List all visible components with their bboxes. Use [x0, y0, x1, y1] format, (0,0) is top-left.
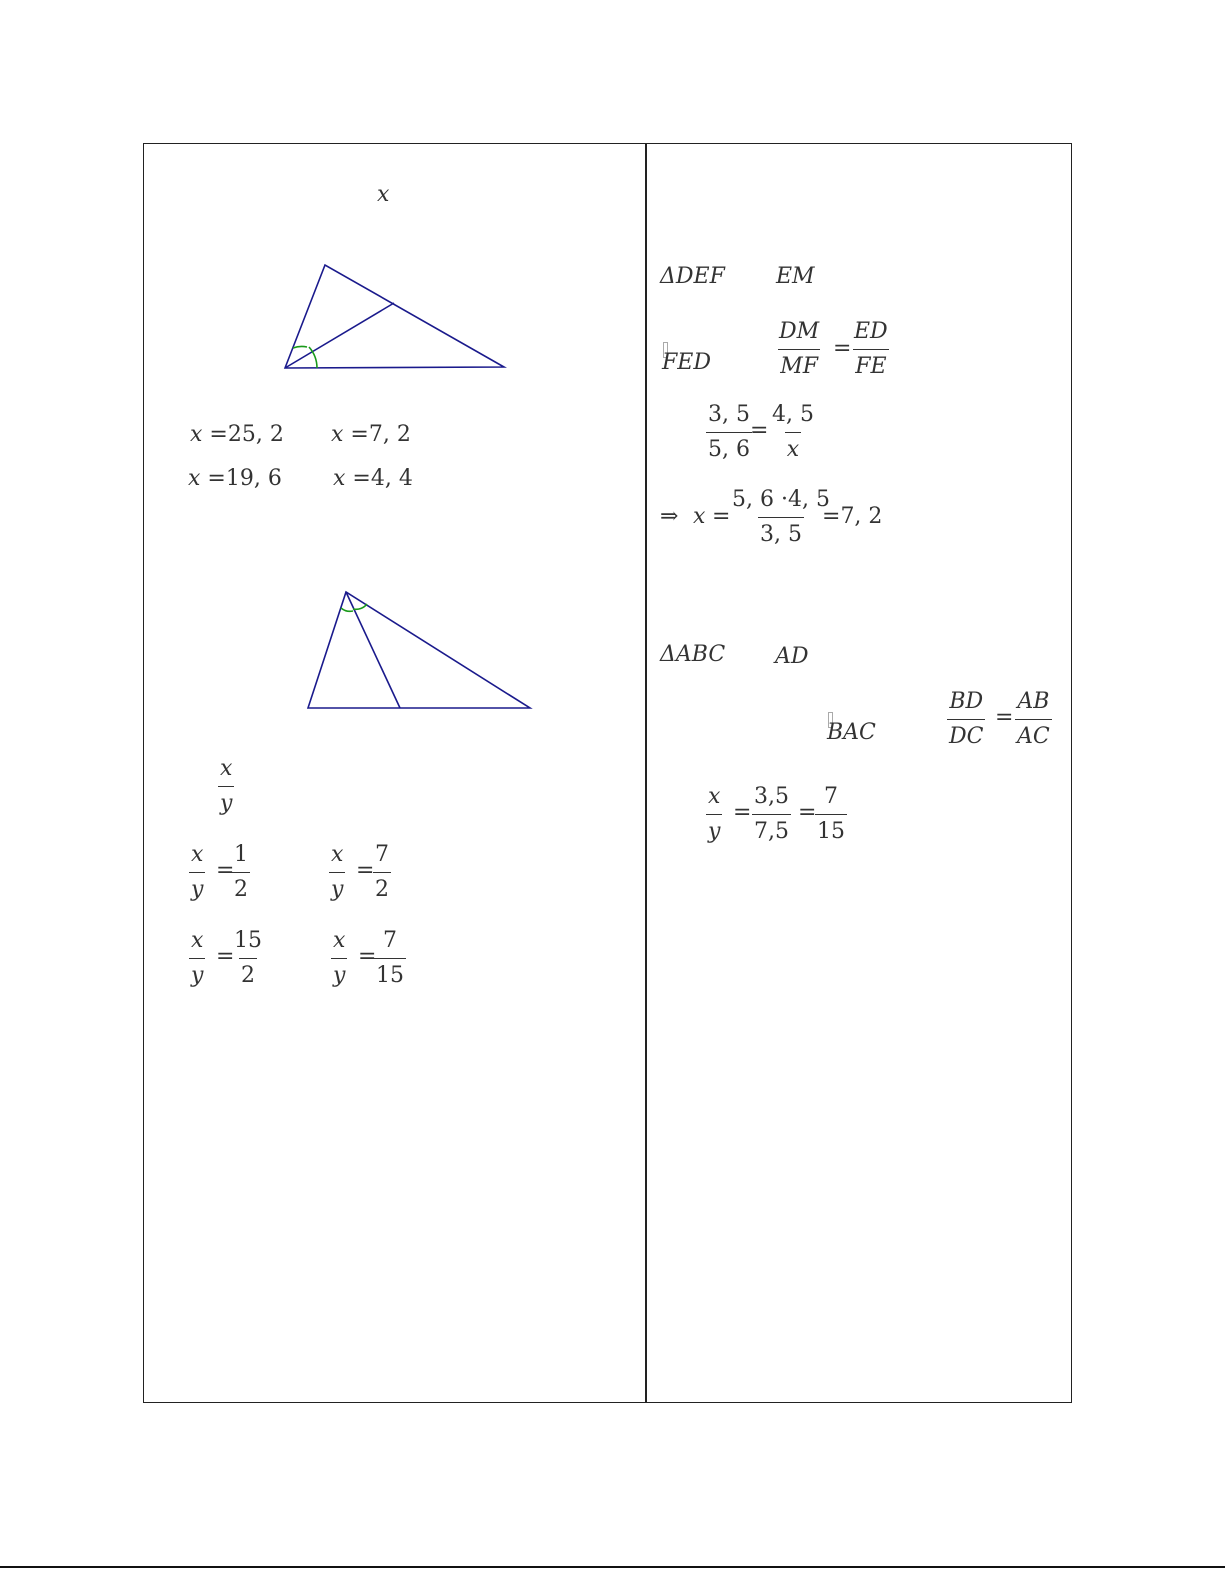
s1-result-value: =7, 2 — [822, 504, 883, 529]
question2-ratio: $\frac{x}{y}$ — [220, 756, 233, 816]
s2-ratio-lhs: $\frac{BD}{DC}$ — [949, 689, 984, 749]
triangle-1-outline — [285, 265, 504, 368]
q1-option-d[interactable]: x =4, 4 — [333, 466, 413, 491]
s2-ratio-equals: = — [995, 705, 1014, 730]
s1-implies-arrow: ⇒ — [660, 504, 679, 529]
s1-result-equals-1: = — [712, 504, 731, 529]
q2-c-equals: = — [216, 944, 235, 969]
q2-c-rhs: $\frac{15}{2}$ — [234, 928, 262, 988]
s1-subst-rhs: $\frac{4, 5}{x}$ — [772, 402, 814, 462]
s1-result-fraction: $\frac{5, 6 \cdot 4, 5}{3, 5}$ — [732, 487, 830, 547]
triangle-2-outline — [308, 592, 530, 708]
s2-result-lhs: $\frac{x}{y}$ — [708, 784, 721, 844]
q2-d-equals: = — [358, 944, 377, 969]
triangle-2-angle-arc-left — [341, 608, 353, 611]
s1-angle-label: FED — [662, 350, 711, 375]
s1-triangle-label: ΔDEF — [660, 264, 725, 289]
s2-result-middle: $\frac{3,5}{7,5}$ — [754, 784, 789, 844]
s1-result-var: x — [693, 504, 706, 529]
q2-b-lhs: $\frac{x}{y}$ — [331, 842, 344, 902]
q2-c-lhs: $\frac{x}{y}$ — [191, 928, 204, 988]
s2-result-rhs: $\frac{7}{15}$ — [817, 784, 845, 844]
s2-ratio-rhs: $\frac{AB}{AC}$ — [1017, 689, 1050, 749]
s1-ratio-rhs: $\frac{ED}{FE}$ — [854, 319, 888, 379]
q2-d-rhs: $\frac{7}{15}$ — [376, 928, 404, 988]
q1-option-a[interactable]: x =25, 2 — [190, 422, 284, 447]
s2-result-equals-2: = — [798, 800, 817, 825]
triangle-1-angle-arc-2 — [293, 346, 307, 348]
s1-ratio-equals: = — [833, 336, 852, 361]
s2-angle-label: BAC — [827, 720, 876, 745]
q1-option-b[interactable]: x =7, 2 — [331, 422, 411, 447]
q2-b-rhs: $\frac{7}{2}$ — [375, 842, 389, 902]
s2-segment-label: AD — [775, 644, 809, 669]
q2-d-lhs: $\frac{x}{y}$ — [333, 928, 346, 988]
q2-b-equals: = — [356, 858, 375, 883]
s1-subst-equals: = — [750, 418, 769, 443]
s1-ratio-lhs: $\frac{DM}{MF}$ — [779, 319, 820, 379]
q2-a-lhs: $\frac{x}{y}$ — [191, 842, 204, 902]
s2-result-equals-1: = — [733, 800, 752, 825]
triangle-1-bisector — [285, 303, 394, 368]
q1-option-c[interactable]: x =19, 6 — [188, 466, 282, 491]
q2-a-equals: = — [216, 858, 235, 883]
question1-variable: x — [377, 182, 390, 207]
s1-segment-label: EM — [776, 264, 815, 289]
s2-triangle-label: ΔABC — [660, 642, 726, 667]
q2-a-rhs: $\frac{1}{2}$ — [234, 842, 248, 902]
s1-subst-lhs: $\frac{3, 5}{5, 6}$ — [708, 402, 750, 462]
